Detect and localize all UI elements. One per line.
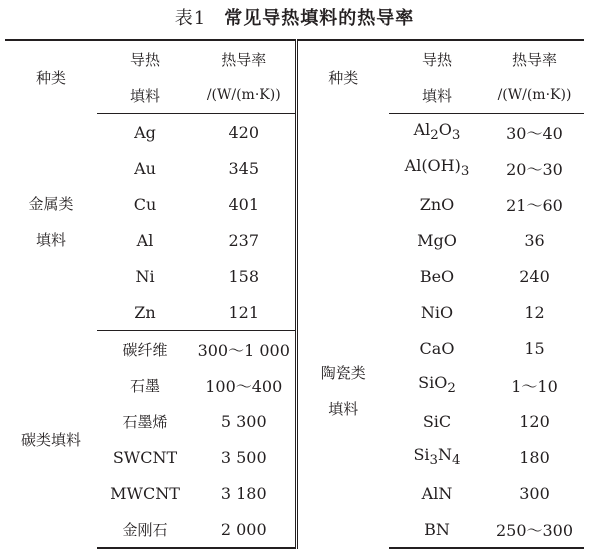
- group-carbon: 碳类填料: [20, 430, 81, 449]
- subscript: 4: [452, 453, 461, 469]
- filler-name: N: [438, 445, 453, 465]
- filler-name: Si: [413, 445, 430, 465]
- cell-filler: [389, 294, 485, 331]
- table-title: 常见导热填料的热导率: [224, 8, 415, 29]
- cell-conductivity: 20～30: [506, 159, 563, 179]
- cell-filler: [389, 403, 485, 439]
- subscript: 2: [430, 128, 439, 144]
- cell-conductivity: 300～1 000: [193, 331, 296, 368]
- cell-filler: 碳纤维: [122, 340, 168, 359]
- cell-filler: [389, 331, 485, 368]
- cell-conductivity: 158: [193, 258, 296, 294]
- cell-filler: [389, 475, 485, 511]
- header-conductivity-left: 热导率: [193, 40, 296, 77]
- cell-conductivity: 3 180: [193, 475, 296, 511]
- cell-filler: [389, 511, 485, 548]
- cell-conductivity: 36: [524, 230, 545, 250]
- filler-name: MgO: [417, 230, 457, 250]
- cell-filler: MWCNT: [110, 483, 180, 503]
- cell-filler: Al: [136, 230, 154, 250]
- filler-name: AlN: [421, 483, 453, 503]
- filler-name: ZnO: [419, 194, 455, 214]
- cell-filler: Zn: [97, 294, 193, 331]
- cell-conductivity: 5 300: [193, 403, 296, 439]
- cell-filler: Cu: [133, 194, 157, 214]
- cell-filler: [389, 439, 485, 475]
- cell-conductivity: 180: [519, 447, 550, 467]
- cell-filler: [389, 222, 485, 258]
- group-metal: 金属类 填料: [28, 195, 74, 249]
- subscript: 3: [429, 453, 439, 469]
- filler-name: CaO: [419, 339, 455, 359]
- cell-filler: [389, 258, 485, 294]
- cell-conductivity: 21～60: [506, 195, 563, 215]
- filler-name: NiO: [420, 302, 454, 322]
- table-number: 表1: [174, 8, 207, 29]
- cell-filler: 石墨烯: [122, 412, 168, 431]
- table-row: [5, 114, 584, 151]
- filler-name: SiO: [418, 373, 448, 393]
- filler-name: O: [438, 120, 452, 140]
- cell-conductivity: 100～400: [193, 367, 296, 403]
- header-kind-right: 种类: [296, 40, 389, 114]
- header-filler-right: 导热: [389, 40, 485, 77]
- header-filler-left: 导热: [97, 40, 193, 77]
- cell-filler: SWCNT: [112, 447, 178, 467]
- group-ceramic: 陶瓷类 填料: [320, 363, 366, 418]
- header-unit-left: /(W/(m·K)): [193, 77, 296, 114]
- filler-name: Al: [413, 120, 431, 140]
- filler-name: Al(OH): [404, 156, 461, 176]
- cell-filler: [389, 186, 485, 222]
- cell-filler: [389, 114, 485, 151]
- cell-filler: Ni: [135, 266, 155, 286]
- header-filler-right-2: 填料: [389, 77, 485, 114]
- cell-conductivity: 420: [193, 114, 296, 151]
- filler-name: BeO: [419, 266, 455, 286]
- cell-conductivity: 15: [524, 339, 545, 359]
- cell-conductivity: 401: [193, 186, 296, 222]
- header-row: [5, 40, 584, 77]
- cell-conductivity: 300: [519, 483, 550, 503]
- subscript: 2: [447, 381, 456, 397]
- subscript: 3: [451, 128, 461, 144]
- cell-filler: 金刚石: [97, 511, 193, 548]
- filler-name: SiC: [422, 411, 452, 431]
- subscript: 3: [460, 164, 470, 180]
- cell-conductivity: 121: [193, 294, 296, 331]
- table-caption: [0, 4, 589, 30]
- cell-conductivity: 2 000: [193, 511, 296, 548]
- cell-conductivity: 345: [193, 150, 296, 186]
- cell-conductivity: 12: [524, 302, 545, 322]
- cell-conductivity: 250～300: [485, 511, 584, 548]
- header-unit-right: /(W/(m·K)): [485, 77, 584, 114]
- cell-conductivity: 240: [519, 266, 550, 286]
- conductivity-table: [5, 39, 584, 549]
- cell-filler: [389, 150, 485, 186]
- cell-conductivity: 3 500: [193, 439, 296, 475]
- cell-filler: Ag: [134, 122, 156, 142]
- cell-conductivity: 1～10: [511, 376, 558, 396]
- cell-filler: 石墨: [129, 376, 160, 395]
- cell-conductivity: 120: [519, 411, 550, 431]
- cell-conductivity: 30～40: [506, 123, 563, 143]
- table-row: [5, 331, 584, 368]
- cell-filler: [389, 367, 485, 403]
- header-filler-left-2: 填料: [97, 77, 193, 114]
- header-kind-left: 种类: [5, 40, 97, 114]
- cell-conductivity: 237: [193, 222, 296, 258]
- header-conductivity-right: 热导率: [485, 40, 584, 77]
- filler-name: BN: [424, 519, 450, 539]
- cell-filler: Au: [134, 158, 156, 178]
